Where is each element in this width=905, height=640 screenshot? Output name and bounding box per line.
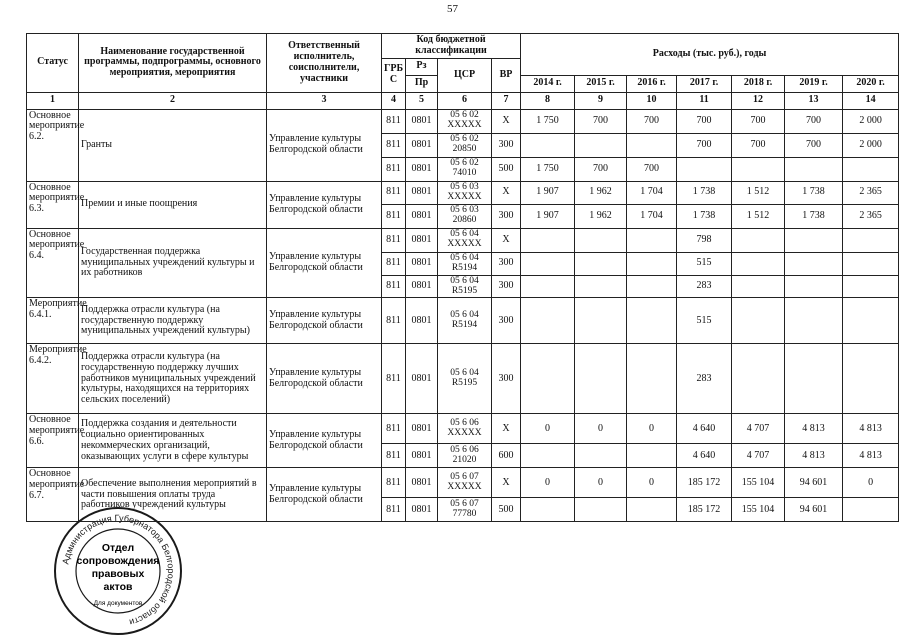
expense-cell: 1 704: [627, 181, 677, 204]
expense-cell: 94 601: [785, 498, 843, 522]
csr-cell: 05 6 03 XXXXX: [438, 181, 492, 204]
grbs-cell: 811: [382, 444, 406, 468]
expense-cell: 0: [521, 414, 575, 444]
expense-cell: 1 512: [732, 181, 785, 204]
budget-table: [26, 33, 899, 522]
column-number: 7: [492, 92, 521, 109]
expense-cell: 185 172: [677, 498, 732, 522]
expense-cell: 1 907: [521, 181, 575, 204]
column-number: 3: [267, 92, 382, 109]
expense-cell: 798: [677, 228, 732, 252]
vr-cell: 300: [492, 344, 521, 414]
expense-cell: [521, 133, 575, 157]
expense-cell: [732, 228, 785, 252]
expense-cell: [732, 275, 785, 298]
column-number: 14: [843, 92, 899, 109]
expense-cell: [843, 275, 899, 298]
stamp-line-2: сопровождения: [76, 555, 160, 567]
expense-cell: [627, 498, 677, 522]
grbs-cell: 811: [382, 204, 406, 228]
expense-cell: 0: [575, 468, 627, 498]
status-cell: Основное мероприятие 6.4.: [27, 228, 79, 298]
expense-cell: 0: [627, 414, 677, 444]
rzpr-cell: 0801: [406, 298, 438, 344]
expense-cell: 2 365: [843, 181, 899, 204]
grbs-cell: 811: [382, 298, 406, 344]
executor-cell: Управление культуры Белгородской области: [267, 228, 382, 298]
expense-cell: 4 813: [785, 444, 843, 468]
activity-name-cell: Гранты: [79, 109, 267, 181]
expense-cell: 0: [575, 414, 627, 444]
rzpr-cell: 0801: [406, 204, 438, 228]
expense-cell: 4 813: [843, 444, 899, 468]
expense-cell: 700: [627, 157, 677, 181]
vr-cell: 300: [492, 298, 521, 344]
vr-cell: X: [492, 468, 521, 498]
csr-cell: 05 6 04 R5195: [438, 275, 492, 298]
activity-name-cell: Поддержка отрасли культура (на государственную поддержку лучших работников муниципальных учреждений культуры, находящихся на территориях сельских поселений): [79, 344, 267, 414]
expense-cell: 700: [732, 109, 785, 133]
expense-cell: [575, 133, 627, 157]
csr-cell: 05 6 04 R5194: [438, 252, 492, 275]
expense-cell: [521, 275, 575, 298]
expense-cell: 1 738: [785, 181, 843, 204]
grbs-cell: 811: [382, 252, 406, 275]
grbs-cell: 811: [382, 498, 406, 522]
stamp-line-3: правовых: [91, 568, 145, 580]
header-year: 2015 г.: [575, 75, 627, 92]
status-cell: Мероприятие 6.4.2.: [27, 344, 79, 414]
csr-cell: 05 6 06 XXXXX: [438, 414, 492, 444]
header-status: Статус: [27, 34, 79, 93]
expense-cell: [575, 275, 627, 298]
grbs-cell: 811: [382, 228, 406, 252]
stamp-bottom-text: Для документов: [93, 600, 143, 607]
expense-cell: 1 750: [521, 109, 575, 133]
column-number: 1: [27, 92, 79, 109]
expense-cell: 4 707: [732, 444, 785, 468]
header-year: 2020 г.: [843, 75, 899, 92]
expense-cell: [627, 133, 677, 157]
expense-cell: [785, 157, 843, 181]
header-year: 2019 г.: [785, 75, 843, 92]
column-number: 11: [677, 92, 732, 109]
column-number: 13: [785, 92, 843, 109]
grbs-cell: 811: [382, 157, 406, 181]
table-row: [27, 344, 899, 414]
header-year: 2016 г.: [627, 75, 677, 92]
status-cell: Мероприятие 6.4.1.: [27, 298, 79, 344]
expense-cell: [521, 498, 575, 522]
expense-cell: 4 640: [677, 444, 732, 468]
grbs-cell: 811: [382, 109, 406, 133]
expense-cell: 2 000: [843, 109, 899, 133]
rzpr-cell: 0801: [406, 228, 438, 252]
column-number: 10: [627, 92, 677, 109]
expense-cell: 700: [785, 109, 843, 133]
expense-cell: 1 750: [521, 157, 575, 181]
expense-cell: [843, 228, 899, 252]
executor-cell: Управление культуры Белгородской области: [267, 414, 382, 468]
expense-cell: 2 365: [843, 204, 899, 228]
csr-cell: 05 6 04 R5194: [438, 298, 492, 344]
expense-cell: 700: [627, 109, 677, 133]
expense-cell: 515: [677, 298, 732, 344]
vr-cell: X: [492, 414, 521, 444]
expense-cell: [785, 275, 843, 298]
expense-cell: [732, 344, 785, 414]
stamp-line-1: Отдел: [101, 542, 135, 554]
rzpr-cell: 0801: [406, 252, 438, 275]
csr-cell: 05 6 02 74010: [438, 157, 492, 181]
expense-cell: 283: [677, 275, 732, 298]
csr-cell: 05 6 07 XXXXX: [438, 468, 492, 498]
expense-cell: [843, 157, 899, 181]
grbs-cell: 811: [382, 181, 406, 204]
department-stamp: [52, 505, 184, 637]
grbs-cell: 811: [382, 344, 406, 414]
expense-cell: [843, 298, 899, 344]
csr-cell: 05 6 02 20850: [438, 133, 492, 157]
expense-cell: [677, 157, 732, 181]
expense-cell: [785, 252, 843, 275]
header-executor: Ответственный исполнитель, соисполнители, участники: [267, 34, 382, 93]
rzpr-cell: 0801: [406, 444, 438, 468]
header-csr: ЦСР: [438, 58, 492, 92]
expense-cell: 1 738: [785, 204, 843, 228]
activity-name-cell: Поддержка создания и деятельности социально ориентированных некоммерческих организаций, оказывающих услуги в сфере культуры: [79, 414, 267, 468]
expense-cell: [521, 344, 575, 414]
vr-cell: X: [492, 228, 521, 252]
activity-name-cell: Поддержка отрасли культура (на государственную поддержку муниципальных учреждений культуры): [79, 298, 267, 344]
header-vr: ВР: [492, 58, 521, 92]
expense-cell: 0: [627, 468, 677, 498]
expense-cell: [732, 157, 785, 181]
expense-cell: [843, 252, 899, 275]
expense-cell: [627, 275, 677, 298]
column-number: 2: [79, 92, 267, 109]
expense-cell: 700: [575, 109, 627, 133]
status-cell: Основное мероприятие 6.3.: [27, 181, 79, 228]
header-year: 2014 г.: [521, 75, 575, 92]
expense-cell: 0: [843, 468, 899, 498]
grbs-cell: 811: [382, 133, 406, 157]
table-row: [27, 228, 899, 252]
column-number: 6: [438, 92, 492, 109]
executor-cell: Управление культуры Белгородской области: [267, 181, 382, 228]
expense-cell: [521, 298, 575, 344]
expense-cell: [521, 228, 575, 252]
grbs-cell: 811: [382, 414, 406, 444]
vr-cell: X: [492, 109, 521, 133]
expense-cell: 0: [521, 468, 575, 498]
executor-cell: Управление культуры Белгородской области: [267, 468, 382, 522]
expense-cell: [575, 252, 627, 275]
expense-cell: 2 000: [843, 133, 899, 157]
expense-cell: [785, 344, 843, 414]
expense-cell: [575, 298, 627, 344]
csr-cell: 05 6 07 77780: [438, 498, 492, 522]
table-row: [27, 298, 899, 344]
expense-cell: 1 962: [575, 204, 627, 228]
expense-cell: 1 738: [677, 181, 732, 204]
rzpr-cell: 0801: [406, 109, 438, 133]
expense-cell: 1 907: [521, 204, 575, 228]
page-number: 57: [447, 3, 458, 15]
column-number: 5: [406, 92, 438, 109]
expense-cell: 94 601: [785, 468, 843, 498]
csr-cell: 05 6 06 21020: [438, 444, 492, 468]
expense-cell: 1 962: [575, 181, 627, 204]
rzpr-cell: 0801: [406, 133, 438, 157]
column-number: 9: [575, 92, 627, 109]
rzpr-cell: 0801: [406, 157, 438, 181]
header-year: 2018 г.: [732, 75, 785, 92]
rzpr-cell: 0801: [406, 344, 438, 414]
expense-cell: [843, 344, 899, 414]
expense-cell: 1 738: [677, 204, 732, 228]
executor-cell: Управление культуры Белгородской области: [267, 109, 382, 181]
header-grbs: ГРБ С: [382, 58, 406, 92]
expense-cell: 700: [575, 157, 627, 181]
status-cell: Основное мероприятие 6.7.: [27, 468, 79, 522]
expense-cell: [785, 228, 843, 252]
expense-cell: 155 104: [732, 498, 785, 522]
table-row: [27, 109, 899, 133]
table-row: [27, 414, 899, 444]
expense-cell: 283: [677, 344, 732, 414]
expense-cell: [627, 228, 677, 252]
expense-cell: [843, 498, 899, 522]
header-rz: Рз: [406, 58, 438, 75]
expense-cell: 4 813: [785, 414, 843, 444]
grbs-cell: 811: [382, 275, 406, 298]
rzpr-cell: 0801: [406, 468, 438, 498]
header-budget-code: Код бюджетной классификации: [382, 34, 521, 59]
vr-cell: 300: [492, 204, 521, 228]
rzpr-cell: 0801: [406, 498, 438, 522]
table-row: [27, 468, 899, 498]
expense-cell: [732, 298, 785, 344]
csr-cell: 05 6 04 R5195: [438, 344, 492, 414]
expense-cell: [785, 298, 843, 344]
csr-cell: 05 6 02 XXXXX: [438, 109, 492, 133]
column-number: 12: [732, 92, 785, 109]
expense-cell: [575, 444, 627, 468]
header-name: Наименование государственной программы, подпрограммы, основного мероприятия, мероприятия: [79, 34, 267, 93]
expense-cell: [575, 228, 627, 252]
grbs-cell: 811: [382, 468, 406, 498]
expense-cell: [627, 252, 677, 275]
expense-cell: [732, 252, 785, 275]
column-number: 8: [521, 92, 575, 109]
expense-cell: 4 640: [677, 414, 732, 444]
rzpr-cell: 0801: [406, 275, 438, 298]
expense-cell: 4 813: [843, 414, 899, 444]
expense-cell: 700: [677, 109, 732, 133]
vr-cell: 600: [492, 444, 521, 468]
vr-cell: 500: [492, 498, 521, 522]
expense-cell: 4 707: [732, 414, 785, 444]
csr-cell: 05 6 03 20860: [438, 204, 492, 228]
executor-cell: Управление культуры Белгородской области: [267, 344, 382, 414]
header-expenses: Расходы (тыс. руб.), годы: [521, 34, 899, 76]
table-row: [27, 181, 899, 204]
expense-cell: 700: [677, 133, 732, 157]
vr-cell: 500: [492, 157, 521, 181]
expense-cell: [521, 252, 575, 275]
expense-cell: 1 704: [627, 204, 677, 228]
expense-cell: [521, 444, 575, 468]
expense-cell: [575, 344, 627, 414]
expense-cell: 700: [785, 133, 843, 157]
expense-cell: [627, 344, 677, 414]
rzpr-cell: 0801: [406, 181, 438, 204]
vr-cell: X: [492, 181, 521, 204]
rzpr-cell: 0801: [406, 414, 438, 444]
expense-cell: 700: [732, 133, 785, 157]
expense-cell: 185 172: [677, 468, 732, 498]
expense-cell: 1 512: [732, 204, 785, 228]
vr-cell: 300: [492, 252, 521, 275]
vr-cell: 300: [492, 133, 521, 157]
activity-name-cell: Обеспечение выполнения мероприятий в части повышения оплаты труда работников учреждений культуры: [79, 468, 267, 522]
expense-cell: [627, 298, 677, 344]
expense-cell: [575, 498, 627, 522]
header-pr: Пр: [406, 75, 438, 92]
expense-cell: 515: [677, 252, 732, 275]
expense-cell: [627, 444, 677, 468]
column-number: 4: [382, 92, 406, 109]
activity-name-cell: Государственная поддержка муниципальных учреждений культуры и их работников: [79, 228, 267, 298]
status-cell: Основное мероприятие 6.2.: [27, 109, 79, 181]
stamp-line-4: актов: [103, 581, 133, 593]
executor-cell: Управление культуры Белгородской области: [267, 298, 382, 344]
header-year: 2017 г.: [677, 75, 732, 92]
csr-cell: 05 6 04 XXXXX: [438, 228, 492, 252]
vr-cell: 300: [492, 275, 521, 298]
stamp-ring-text: Администрация Губернатора Белгородской области: [60, 512, 177, 628]
expense-cell: 155 104: [732, 468, 785, 498]
activity-name-cell: Премии и иные поощрения: [79, 181, 267, 228]
status-cell: Основное мероприятие 6.6.: [27, 414, 79, 468]
